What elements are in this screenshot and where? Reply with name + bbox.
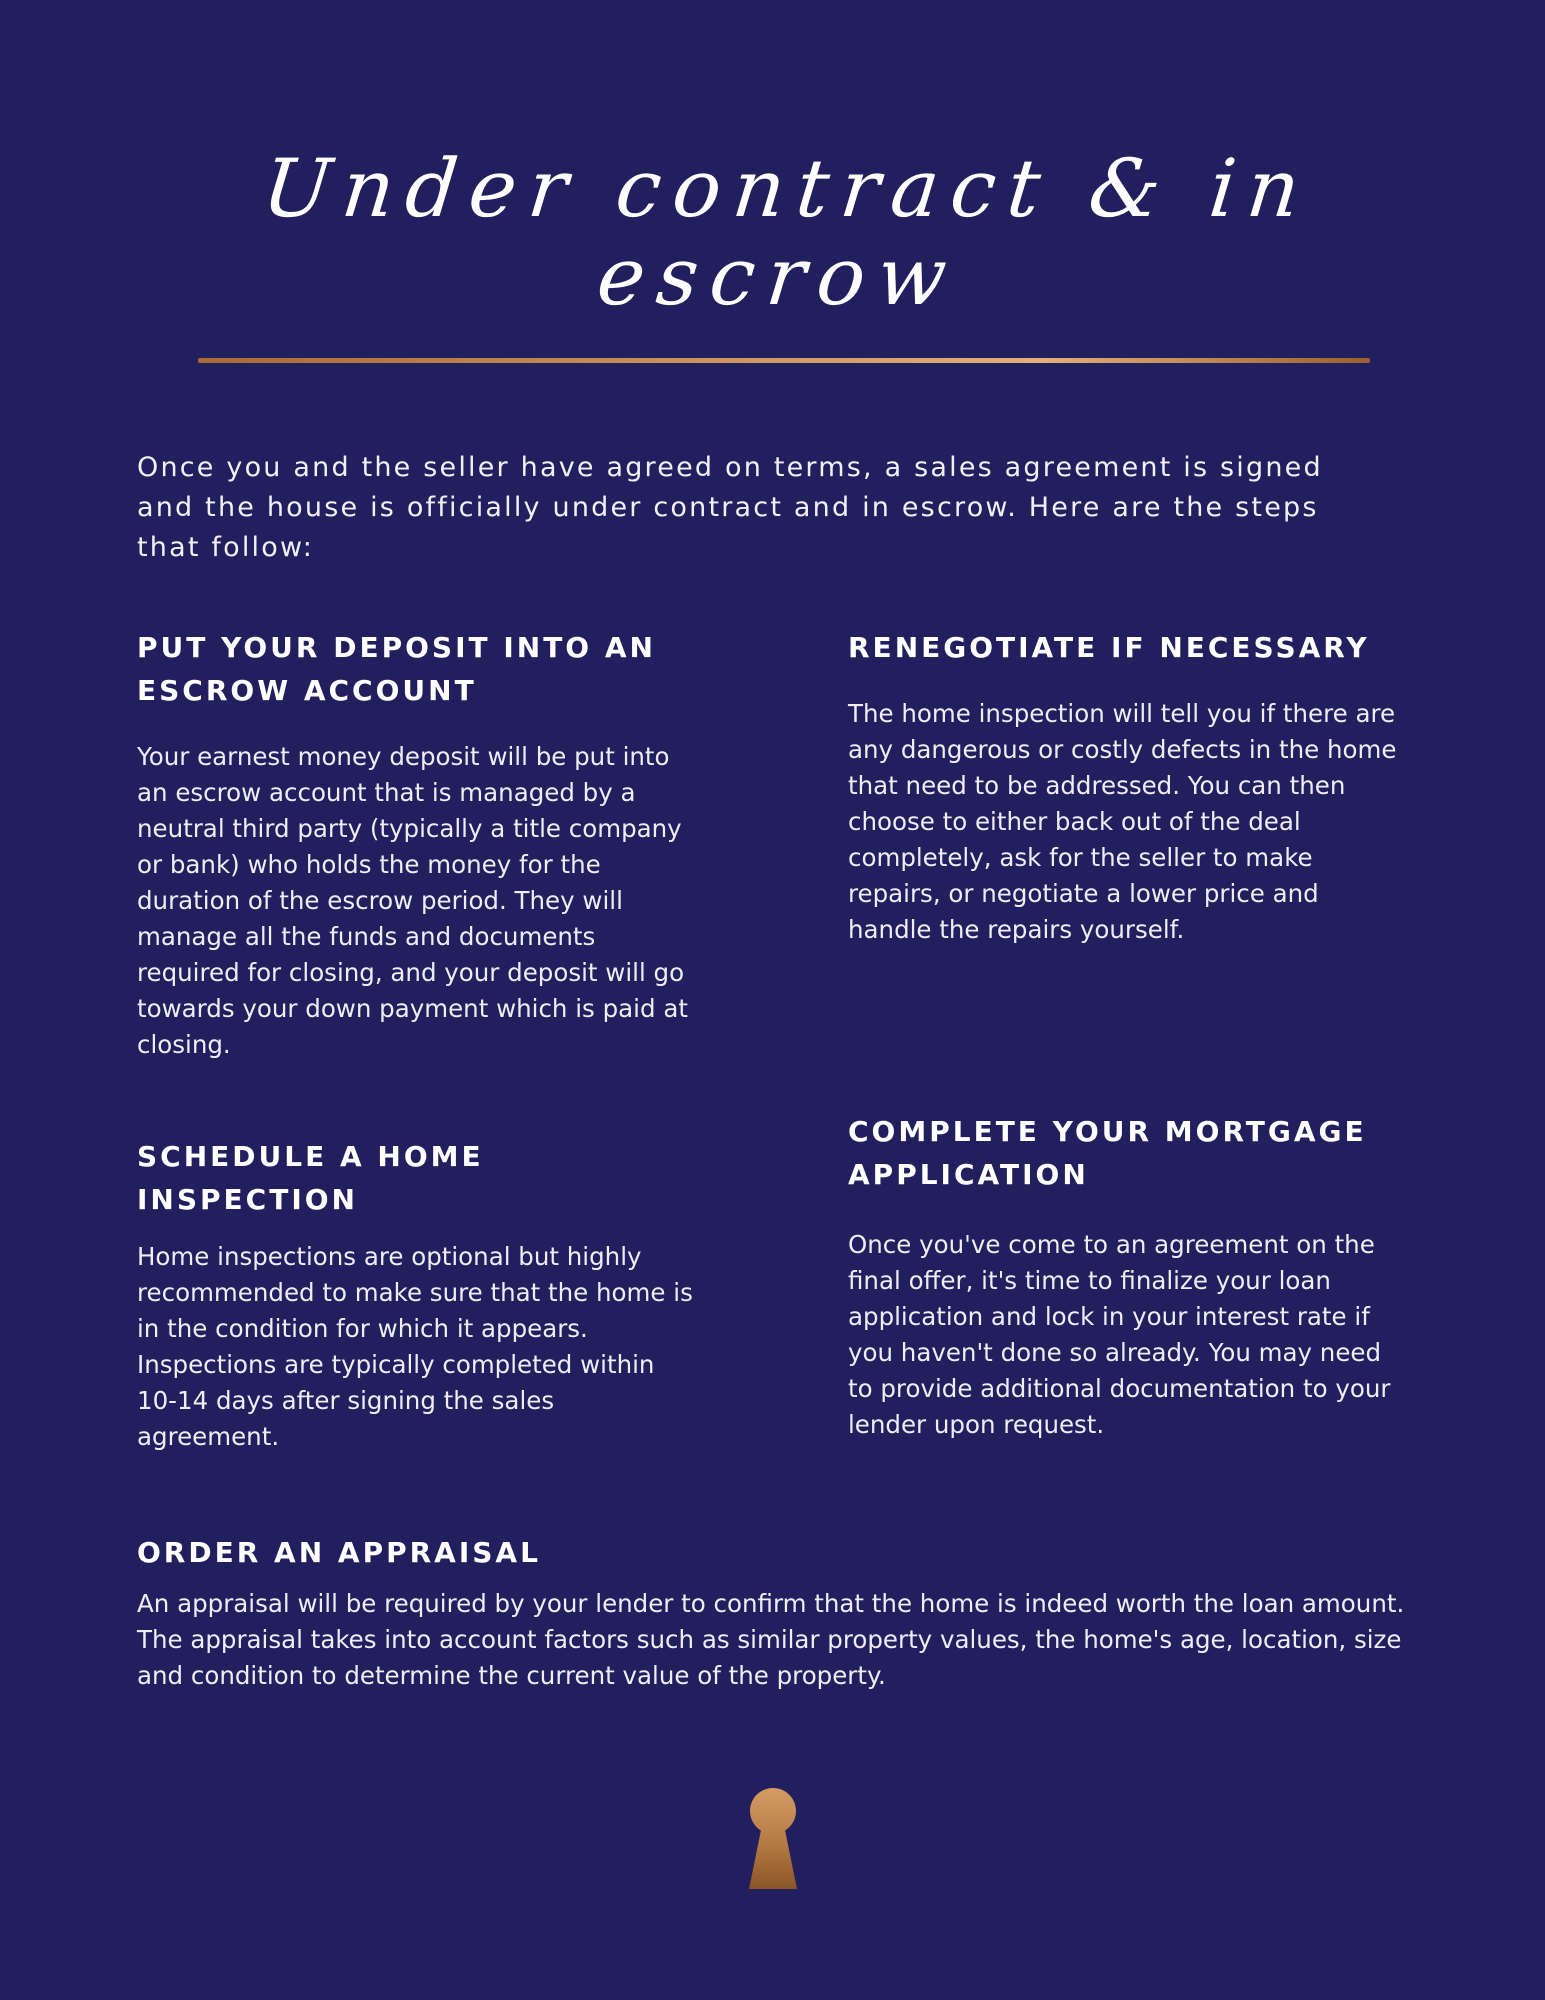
section-inspection [137,1135,697,1455]
section-mortgage [848,1110,1408,1443]
section-heading: SCHEDULE A HOME INSPECTION [137,1140,484,1216]
section-body: The home inspection will tell you if there are any dangerous or costly defects in the home that need to be addressed. You can then choose to either back out of the deal completely, ask for the seller to make repairs, or negotiate a lower price and handle the repairs yourself. [848,699,1397,944]
title-divider [198,358,1370,363]
page-title: Under contract & in escrow [258,142,1317,323]
section-renegotiate [848,626,1408,948]
intro-paragraph: Once you and the seller have agreed on terms, a sales agreement is signed and the house is officially under contract and in escrow. Here are the steps that follow: [137,452,1323,563]
section-body: An appraisal will be required by your lender to confirm that the home is indeed worth the loan amount. The appraisal takes into account factors such as similar property values, the home's age, location, size and condition to determine the current value of the property. [137,1589,1405,1690]
section-heading: RENEGOTIATE IF NECESSARY [848,631,1370,664]
keyhole-icon [745,1786,801,1890]
section-body: Home inspections are optional but highly recommended to make sure that the home is in the condition for which it appears. Inspections are typically completed within 10-14 days after signing the sales agreement. [137,1242,693,1451]
section-body: Your earnest money deposit will be put into an escrow account that is managed by a neutral third party (typically a title company or bank) who holds the money for the duration of the escrow period. They will manage all the funds and documents required for closing, and your deposit will go towards your down payment which is paid at closing. [137,742,688,1059]
section-body: Once you've come to an agreement on the final offer, it's time to finalize your loan application and lock in your interest rate if you haven't done so already. You may need to provide additional documentation to your lender upon request. [848,1230,1391,1439]
section-heading: PUT YOUR DEPOSIT INTO AN ESCROW ACCOUNT [137,631,656,707]
section-heading: COMPLETE YOUR MORTGAGE APPLICATION [848,1115,1367,1191]
section-appraisal [137,1531,1407,1694]
section-deposit [137,626,697,1063]
section-heading: ORDER AN APPRAISAL [137,1536,541,1569]
